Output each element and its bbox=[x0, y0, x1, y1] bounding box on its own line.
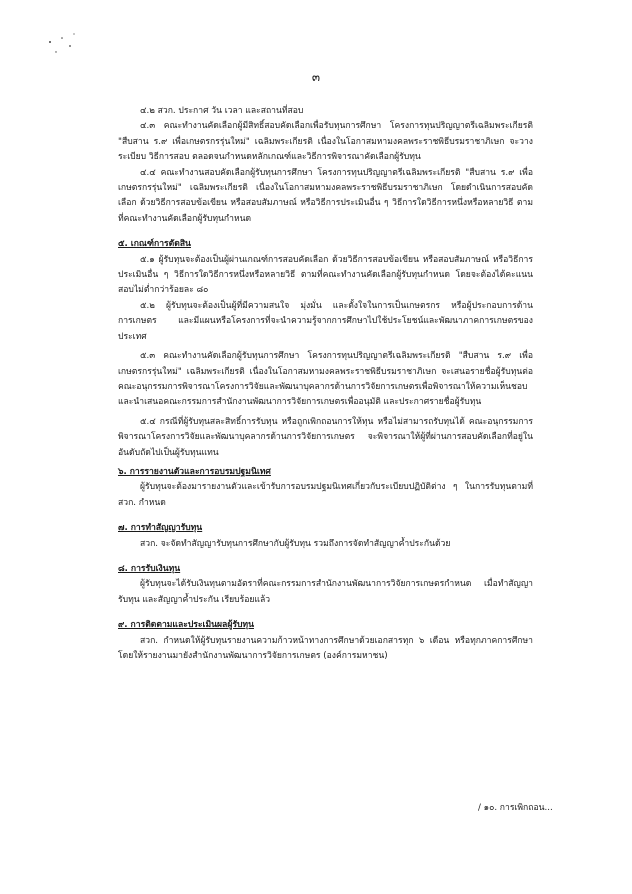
section-7-body: สวก. จะจัดทำสัญญารับทุนการศึกษากับผู้รับทุน รวมถึงการจัดทำสัญญาค้ำประกันด้วย bbox=[140, 538, 451, 549]
item-5-1: ๕.๑ ผู้รับทุนจะต้องเป็นผู้ผ่านเกณฑ์การสอบคัดเลือก ด้วยวิธีการสอบข้อเขียน หรือสอบสัมภาษณ์ หรือวิธีการประเมินอื่น ๆ วิธีการใดวิธีการหนึ่งหรือหลายวิธี ตามที่คณะทำงานคัดเลือกผู้รับทุนกำหนด โดยจะต้องได้คะแนนสอบไม่ต่ำกว่าร้อยละ ๘๐ bbox=[118, 254, 533, 296]
section-6-heading: ๖. การรายงานตัวและการอบรมปฐมนิเทศ bbox=[118, 466, 271, 477]
item-5-4: ๕.๔ กรณีที่ผู้รับทุนสละสิทธิ์การรับทุน หรือถูกเพิกถอนการให้ทุน หรือไม่สามารถรับทุนได้ คณะอนุกรรมการพิจารณาโครงการวิจัยและพัฒนาบุคลากรด้านการวิจัยการเกษตร จะพิจารณาให้ผู้ที่ผ่านการสอบคัดเลือกที่อยู่ในอันดับถัดไปเป็นผู้รับทุนแทน bbox=[118, 416, 533, 458]
continuation-note: / ๑๐. การเพิกถอน... bbox=[478, 803, 553, 813]
item-4-4: ๔.๔ คณะทำงานสอบคัดเลือกผู้รับทุนการศึกษา โครงการทุนปริญญาตรีเฉลิมพระเกียรติ "สืบสาน ร.๙ เพื่อเกษตรกรรุ่นใหม่" เฉลิมพระเกียรติ เนื่องในโอกาสมหามงคลพระราชพิธีบรมราชาภิเษก โดยดำเนินการสอบคัดเลือก ด้วยวิธีการสอบข้อเขียน หรือสอบสัมภาษณ์ หรือวิธีการประเมินอื่น ๆ วิธีการใดวิธีการหนึ่งหรือหลายวิธี ตามที่คณะทำงานคัดเลือกผู้รับทุนกำหนด bbox=[118, 167, 533, 224]
item-4-2: ๔.๒ สวก. ประกาศ วัน เวลา และสถานที่สอบ bbox=[140, 106, 304, 116]
page-number: ๓ bbox=[311, 70, 321, 84]
section-5-heading: ๕. เกณฑ์การตัดสิน bbox=[118, 239, 191, 250]
item-5-2: ๕.๒ ผู้รับทุนจะต้องเป็นผู้ที่มีความสนใจ มุ่งมั่น และตั้งใจในการเป็นเกษตรกร หรือผู้ประกอบการด้านการเกษตร และมีแผนหรือโครงการที่จะนำความรู้จากการศึกษาไปใช้ประโยชน์และพัฒนาภาคการเกษตรของประเทศ bbox=[118, 300, 533, 342]
section-7-heading: ๗. การทำสัญญารับทุน bbox=[118, 523, 203, 534]
document-body bbox=[118, 104, 533, 664]
scan-specks bbox=[44, 28, 84, 68]
item-5-3: ๕.๓ คณะทำงานคัดเลือกผู้รับทุนการศึกษา โครงการทุนปริญญาตรีเฉลิมพระเกียรติ "สืบสาน ร.๙ เพื่อเกษตรกรรุ่นใหม่" เฉลิมพระเกียรติ เนื่องในโอกาสมหามงคลพระราชพิธีบรมราชาภิเษก จะเสนอรายชื่อผู้รับทุนต่อคณะอนุกรรมการพิจารณาโครงการวิจัยและพัฒนาบุคลากรด้านการวิจัยการเกษตรเพื่อพิจารณาให้ความเห็นชอบ และนำเสนอคณะกรรมการสำนักงานพัฒนาการวิจัยการเกษตรเพื่ออนุมัติ และประกาศรายชื่อผู้รับทุน bbox=[118, 351, 533, 408]
item-4-3: ๔.๓ คณะทำงานคัดเลือกผู้มีสิทธิ์สอบคัดเลือกเพื่อรับทุนการศึกษา โครงการทุนปริญญาตรีเฉลิมพระเกียรติ "สืบสาน ร.๙ เพื่อเกษตรกรรุ่นใหม่" เฉลิมพระเกียรติ เนื่องในโอกาสมหามงคลพระราชพิธีบรมราชาภิเษก จะวางระเบียบ วิธีการสอบ ตลอดจนกำหนดหลักเกณฑ์และวิธีการพิจารณาคัดเลือกผู้รับทุน bbox=[118, 121, 533, 163]
section-8-heading: ๘. การรับเงินทุน bbox=[118, 563, 181, 574]
section-9-body: สวก. กำหนดให้ผู้รับทุนรายงานความก้าวหน้าทางการศึกษาด้วยเอกสารทุก ๖ เดือน หรือทุกภาคการศึกษา โดยให้รายงานมายังสำนักงานพัฒนาการวิจัยการเกษตร (องค์การมหาชน) bbox=[118, 635, 533, 661]
section-9-heading: ๙. การติดตามและประเมินผลผู้รับทุน bbox=[118, 620, 254, 631]
section-6-body: ผู้รับทุนจะต้องมารายงานตัวและเข้ารับการอบรมปฐมนิเทศเกี่ยวกับระเบียบปฏิบัติต่าง ๆ ในการรับทุนตามที่ สวก. กำหนด bbox=[118, 482, 533, 508]
section-8-body: ผู้รับทุนจะได้รับเงินทุนตามอัตราที่คณะกรรมการสำนักงานพัฒนาการวิจัยการเกษตรกำหนด เมื่อทำสัญญารับทุน และสัญญาค้ำประกัน เรียบร้อยแล้ว bbox=[118, 579, 533, 605]
